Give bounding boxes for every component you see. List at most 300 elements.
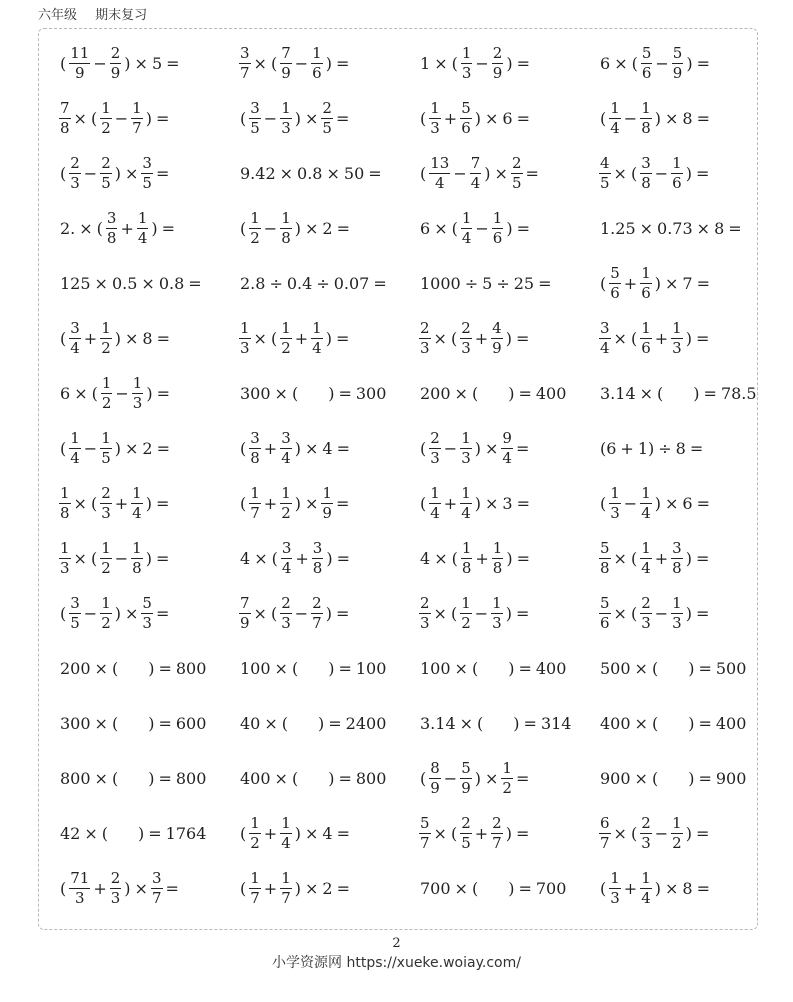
numerator: 3 — [312, 539, 323, 557]
numerator: 1 — [492, 594, 502, 612]
expr-token: = — [158, 659, 172, 678]
exercise-row — [58, 146, 778, 201]
expr-token: = — [156, 329, 170, 348]
expr-token: × — [125, 329, 139, 348]
fraction — [671, 816, 683, 851]
expr-token: ( — [101, 824, 109, 843]
expr-token: ) — [146, 384, 153, 403]
denominator: 4 — [641, 889, 651, 907]
expr-token: 5 — [151, 54, 163, 73]
fraction — [151, 871, 163, 906]
expr-token: ) — [505, 604, 512, 623]
expr-token: 600 — [175, 714, 207, 733]
fraction — [461, 541, 473, 576]
numerator: 1 — [312, 319, 322, 337]
numerator: 1 — [492, 209, 503, 227]
expr-token: = — [155, 604, 170, 623]
expr-token: ( — [60, 439, 67, 458]
expr-token: ( — [60, 54, 67, 73]
fraction — [599, 541, 611, 576]
denominator: 8 — [600, 559, 610, 577]
expr-token: ( — [240, 439, 247, 458]
denominator: 9 — [322, 504, 332, 522]
expr-token: − — [654, 604, 669, 623]
expr-token: − — [475, 54, 489, 73]
fraction — [100, 101, 112, 136]
expr-token: (6 — [600, 439, 617, 458]
expr-token: + — [443, 109, 458, 128]
expr-token: 314 — [540, 714, 572, 733]
expr-token: 200 — [420, 384, 451, 403]
expr-token: 7 — [682, 274, 693, 293]
expr-token: − — [263, 219, 278, 238]
header-title: 期末复习 — [95, 8, 148, 23]
exercise-item — [418, 146, 541, 201]
expr-token: ) — [114, 604, 121, 623]
page-header — [38, 4, 161, 23]
expr-token: − — [83, 439, 98, 458]
expr-token: 100 — [420, 659, 451, 678]
expr-token: ( — [60, 164, 67, 183]
expr-token: 400 — [715, 714, 747, 733]
expr-token: + — [263, 439, 278, 458]
expr-token: − — [83, 604, 98, 623]
expr-token: 4 — [322, 439, 333, 458]
numerator: 1 — [672, 814, 682, 832]
numerator: 2 — [461, 319, 471, 337]
numerator: 1 — [430, 484, 440, 502]
expr-token: 400 — [535, 659, 567, 678]
exercise-item — [598, 36, 712, 91]
numerator: 4 — [600, 154, 610, 172]
expr-token: ) — [328, 384, 335, 403]
fraction — [460, 761, 472, 796]
expr-token: × — [141, 274, 155, 293]
expr-token: ) — [685, 824, 692, 843]
expr-token: × — [305, 109, 319, 128]
denominator: 3 — [461, 64, 472, 82]
exercise-item — [58, 751, 208, 806]
expr-token: ) — [506, 549, 513, 568]
expr-token: × — [264, 714, 278, 733]
fraction — [249, 816, 261, 851]
expr-token: ( — [270, 54, 278, 73]
expr-token: ( — [600, 879, 607, 898]
denominator: 4 — [641, 504, 651, 522]
numerator: 1 — [281, 869, 291, 887]
denominator: 2 — [101, 339, 111, 357]
exercise-item — [418, 201, 532, 256]
expr-token: 2 — [322, 879, 333, 898]
expr-token: ) — [124, 54, 131, 73]
expr-token: 300 — [355, 384, 387, 403]
denominator: 5 — [70, 614, 80, 632]
expr-token: 200 — [60, 659, 91, 678]
fraction — [641, 46, 653, 81]
numerator: 1 — [250, 814, 260, 832]
expr-token: = — [328, 714, 342, 733]
fraction — [239, 46, 251, 81]
expr-token: 9.42 — [240, 164, 276, 183]
numerator: 1 — [641, 99, 651, 117]
numerator: 1 — [312, 44, 322, 62]
expr-token: 900 — [715, 769, 747, 788]
denominator: 5 — [322, 119, 332, 137]
expr-token: = — [335, 109, 350, 128]
numerator: 2 — [492, 44, 503, 62]
fraction — [429, 101, 441, 136]
denominator: 2 — [461, 614, 471, 632]
exercise-item — [58, 531, 171, 586]
expr-token: ) — [294, 494, 301, 513]
numerator: 1 — [240, 319, 250, 337]
denominator: 4 — [461, 229, 472, 247]
exercise-item — [598, 201, 744, 256]
numerator: 1 — [101, 429, 111, 447]
numerator: 3 — [250, 429, 260, 447]
fraction — [280, 871, 292, 906]
fraction — [280, 431, 292, 466]
denominator: 7 — [312, 614, 322, 632]
fraction — [492, 211, 504, 246]
numerator: 2 — [110, 44, 121, 62]
fraction — [110, 871, 122, 906]
exercise-item — [418, 91, 532, 146]
expr-token: × — [274, 384, 288, 403]
numerator: 4 — [492, 319, 502, 337]
expr-token: 400 — [240, 769, 271, 788]
exercise-item — [58, 146, 171, 201]
fraction — [100, 596, 112, 631]
exercise-item — [238, 421, 352, 476]
expr-token: × — [305, 824, 319, 843]
expr-token: × — [613, 164, 627, 183]
numerator: 1 — [672, 594, 682, 612]
expr-token: + — [93, 879, 107, 898]
expr-token: = — [188, 274, 202, 293]
expr-token: ) — [114, 329, 121, 348]
exercise-item — [238, 91, 351, 146]
fraction — [429, 486, 441, 521]
fraction — [671, 156, 683, 191]
fraction — [460, 596, 472, 631]
exercise-item — [58, 696, 208, 751]
expr-token: = — [336, 439, 350, 458]
expr-token: ( — [471, 384, 479, 403]
expr-token: × — [305, 879, 319, 898]
expr-token: ) — [686, 54, 693, 73]
expr-token: ) — [654, 494, 661, 513]
expr-token: × — [125, 604, 139, 623]
denominator: 3 — [430, 119, 440, 137]
fraction — [511, 156, 523, 191]
expr-token: ( — [90, 109, 98, 128]
numerator: 1 — [132, 99, 142, 117]
denominator: 4 — [641, 559, 651, 577]
expr-token: ) — [685, 549, 692, 568]
expr-token: 2.8 — [240, 274, 266, 293]
expr-token: ) — [138, 824, 145, 843]
expr-token: ( — [630, 329, 638, 348]
exercise-item — [238, 311, 351, 366]
expr-token: + — [475, 549, 489, 568]
expr-token: × — [434, 549, 448, 568]
expr-token: × — [665, 879, 679, 898]
expr-token: ) — [328, 769, 335, 788]
expr-token: = — [515, 824, 530, 843]
expr-token: ( — [420, 439, 427, 458]
fraction — [460, 101, 472, 136]
fraction — [599, 321, 611, 356]
exercise-item — [58, 256, 204, 311]
expr-token: × — [613, 329, 627, 348]
denominator: 2 — [281, 504, 291, 522]
denominator: 6 — [672, 174, 682, 192]
expr-token: 4 — [420, 549, 431, 568]
denominator: 3 — [70, 174, 80, 192]
expr-token: 5 — [482, 274, 493, 293]
expr-token: 800 — [355, 769, 387, 788]
exercise-item — [418, 311, 531, 366]
expr-token: × — [79, 219, 93, 238]
expr-token: ( — [450, 604, 458, 623]
numerator: 3 — [250, 99, 260, 117]
fraction — [460, 486, 472, 521]
expr-token: = — [516, 494, 530, 513]
expr-token: ( — [451, 219, 458, 238]
denominator: 4 — [610, 119, 620, 137]
expr-token: × — [253, 329, 267, 348]
denominator: 8 — [672, 559, 682, 577]
expr-token: ) — [151, 219, 158, 238]
numerator: 2 — [641, 594, 651, 612]
expr-token: ( — [600, 274, 607, 293]
fraction — [280, 596, 292, 631]
expr-token: ) — [148, 769, 155, 788]
numerator: 6 — [600, 814, 610, 832]
denominator: 6 — [312, 64, 322, 82]
expr-token: − — [623, 494, 638, 513]
fraction — [492, 541, 504, 576]
expr-token: = — [335, 329, 350, 348]
expr-token: ) — [693, 384, 700, 403]
expr-token: 40 — [240, 714, 261, 733]
expr-token: = — [696, 494, 710, 513]
numerator: 1 — [281, 209, 291, 227]
expr-token: = — [516, 109, 530, 128]
exercise-item — [598, 421, 705, 476]
expr-token: ) — [685, 604, 692, 623]
denominator: 4 — [70, 449, 80, 467]
expr-token: + — [474, 824, 489, 843]
exercise-row — [58, 586, 778, 641]
expr-token: 2400 — [345, 714, 387, 733]
expr-token: 0.73 — [657, 219, 693, 238]
expr-token: 900 — [600, 769, 631, 788]
numerator: 1 — [461, 429, 471, 447]
expr-token: + — [83, 329, 98, 348]
numerator: 5 — [600, 594, 610, 612]
fraction — [100, 156, 112, 191]
expr-token: + — [443, 494, 458, 513]
expr-token: = — [695, 329, 710, 348]
expr-token: 400 — [600, 714, 631, 733]
numerator: 1 — [461, 44, 472, 62]
expr-token: × — [254, 549, 268, 568]
numerator: 1 — [281, 319, 291, 337]
expr-token: 800 — [175, 659, 207, 678]
expr-token: = — [728, 219, 742, 238]
denominator: 2 — [101, 614, 111, 632]
expr-token: ) — [114, 164, 121, 183]
expr-token: × — [696, 219, 711, 238]
expr-token: = — [696, 109, 710, 128]
expr-token: × — [454, 879, 468, 898]
expr-token: + — [114, 494, 129, 513]
expr-token: ) — [654, 879, 661, 898]
exercise-item — [598, 91, 712, 146]
exercise-item — [418, 36, 532, 91]
expr-token: ) — [513, 714, 520, 733]
expr-token: ( — [450, 329, 458, 348]
numerator: 1 — [461, 209, 472, 227]
expr-token: × — [494, 164, 508, 183]
expr-token: ( — [60, 879, 67, 898]
numerator: 3 — [672, 539, 682, 557]
denominator: 4 — [70, 339, 80, 357]
denominator: 2 — [281, 339, 291, 357]
numerator: 11 — [70, 44, 90, 62]
expr-token: = — [525, 164, 539, 183]
expr-token: − — [654, 824, 669, 843]
expr-token: ( — [651, 659, 659, 678]
expr-token: + — [263, 879, 278, 898]
expr-token: 42 — [60, 824, 81, 843]
expr-token: × — [73, 494, 87, 513]
fraction — [249, 101, 261, 136]
numerator: 1 — [322, 484, 332, 502]
expr-token: ÷ — [269, 274, 283, 293]
expr-token: × — [485, 494, 499, 513]
denominator: 5 — [250, 119, 260, 137]
numerator: 1 — [641, 264, 651, 282]
expr-token: − — [115, 384, 129, 403]
exercise-row — [58, 531, 778, 586]
fraction — [671, 321, 683, 356]
expr-token: × — [454, 384, 468, 403]
numerator: 2 — [492, 814, 502, 832]
expr-token: ( — [420, 164, 427, 183]
expr-token: = — [518, 659, 532, 678]
expr-token: ( — [420, 109, 427, 128]
expr-token: 2 — [322, 219, 333, 238]
fraction — [671, 541, 683, 576]
fraction — [239, 321, 251, 356]
fraction — [311, 321, 323, 356]
expr-token: = — [518, 879, 532, 898]
exercise-row — [58, 36, 778, 91]
numerator: 1 — [502, 759, 512, 777]
numerator: 1 — [641, 484, 651, 502]
expr-token: ( — [111, 714, 119, 733]
fraction — [640, 871, 652, 906]
numerator: 1 — [250, 869, 260, 887]
exercise-item — [598, 696, 748, 751]
expr-token: ÷ — [496, 274, 510, 293]
denominator: 3 — [672, 339, 682, 357]
expr-token: 700 — [535, 879, 567, 898]
numerator: 7 — [60, 99, 70, 117]
fraction — [280, 101, 292, 136]
expr-token: = — [516, 54, 530, 73]
expr-token: ) — [145, 549, 152, 568]
expr-token: ) — [508, 879, 515, 898]
denominator: 8 — [132, 559, 142, 577]
expr-token: ) — [474, 109, 481, 128]
denominator: 9 — [430, 779, 440, 797]
exercise-row — [58, 201, 778, 256]
expr-token: × — [73, 549, 87, 568]
numerator: 3 — [70, 594, 80, 612]
exercise-item — [238, 586, 351, 641]
numerator: 1 — [641, 869, 651, 887]
fraction — [599, 596, 611, 631]
numerator: 3 — [70, 319, 80, 337]
denominator: 8 — [492, 559, 503, 577]
numerator: 1 — [250, 209, 260, 227]
denominator: 5 — [461, 834, 471, 852]
fraction — [69, 871, 90, 906]
fraction — [59, 486, 71, 521]
expr-token: 6 — [60, 384, 71, 403]
denominator: 3 — [641, 834, 651, 852]
expr-token: × — [94, 659, 108, 678]
denominator: 3 — [142, 614, 152, 632]
expr-token: 125 — [60, 274, 91, 293]
fraction — [100, 431, 112, 466]
numerator: 1 — [610, 99, 620, 117]
fraction — [281, 541, 293, 576]
fraction — [110, 46, 122, 81]
fraction — [460, 321, 472, 356]
fraction — [59, 541, 71, 576]
numerator: 1 — [101, 319, 111, 337]
exercise-item — [58, 36, 182, 91]
fraction — [491, 816, 503, 851]
expr-token: = — [515, 439, 530, 458]
expr-token: 50 — [343, 164, 365, 183]
expr-token: = — [155, 164, 170, 183]
expr-token: × — [433, 329, 447, 348]
numerator: 1 — [60, 539, 70, 557]
expr-token: ) — [325, 54, 332, 73]
denominator: 3 — [461, 449, 471, 467]
denominator: 4 — [470, 174, 481, 192]
numerator: 5 — [142, 594, 152, 612]
exercise-item — [58, 366, 172, 421]
expr-token: ) — [688, 714, 695, 733]
expr-token: 78.5 — [720, 384, 757, 403]
expr-token: 0.8 — [297, 164, 323, 183]
denominator: 8 — [641, 174, 651, 192]
expr-token: 3 — [502, 494, 513, 513]
numerator: 5 — [461, 759, 471, 777]
numerator: 3 — [281, 429, 291, 447]
expr-token: ( — [471, 659, 479, 678]
expr-token: 1) — [637, 439, 655, 458]
expr-token: ( — [630, 824, 638, 843]
numerator: 1 — [101, 594, 111, 612]
